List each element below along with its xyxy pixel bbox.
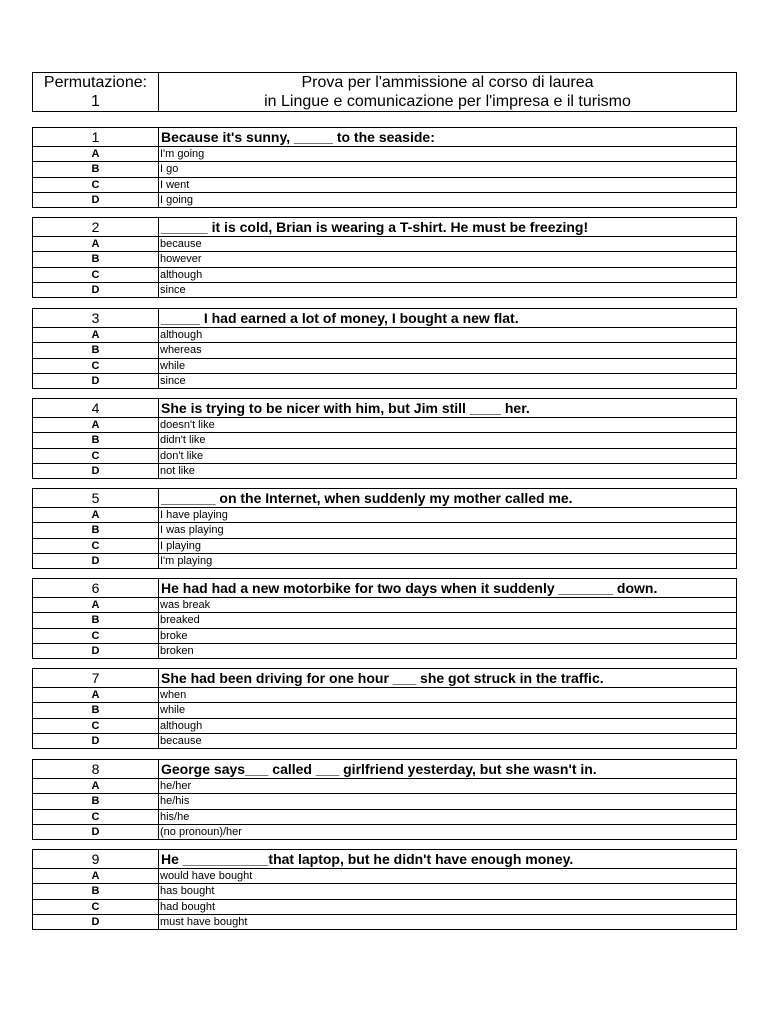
exam-header — [32, 72, 737, 112]
option-letter: D — [33, 734, 159, 748]
answer-option — [33, 915, 736, 929]
permutation-value: 1 — [91, 93, 100, 110]
answer-option — [33, 252, 736, 267]
answer-option — [33, 539, 736, 554]
option-letter: B — [33, 162, 159, 176]
question-text: She had been driving for one hour ___ she got struck in the traffic. — [161, 670, 604, 686]
option-text: (no pronoun)/her — [160, 825, 242, 838]
question-row — [33, 489, 736, 508]
option-text: since — [160, 374, 186, 387]
answer-option — [33, 523, 736, 538]
question-row — [33, 128, 736, 147]
answer-option — [33, 629, 736, 644]
option-letter: C — [33, 719, 159, 733]
answer-option — [33, 283, 736, 297]
exam-title-line1: Prova per l'ammissione al corso di laurea — [301, 74, 594, 91]
option-text: because — [160, 734, 202, 747]
option-text: broke — [160, 629, 188, 642]
question-row — [33, 309, 736, 328]
question-block — [32, 398, 737, 479]
answer-option — [33, 779, 736, 794]
answer-option — [33, 554, 736, 568]
question-block — [32, 668, 737, 749]
option-text: his/he — [160, 810, 190, 823]
question-row — [33, 218, 736, 237]
question-row — [33, 579, 736, 598]
option-letter: C — [33, 539, 159, 553]
answer-option — [33, 464, 736, 478]
option-letter: D — [33, 464, 159, 478]
option-letter: A — [33, 869, 159, 883]
answer-option — [33, 719, 736, 734]
question-row — [33, 850, 736, 869]
option-text: breaked — [160, 614, 200, 627]
question-number: 3 — [33, 309, 159, 327]
answer-option — [33, 433, 736, 448]
option-letter: B — [33, 523, 159, 537]
option-text: I going — [160, 193, 194, 206]
option-text: I have playing — [160, 509, 228, 521]
option-letter: A — [33, 237, 159, 251]
answer-option — [33, 598, 736, 613]
option-letter: D — [33, 644, 159, 658]
option-text: doesn't like — [160, 419, 215, 431]
option-letter: A — [33, 508, 159, 522]
question-block — [32, 308, 737, 389]
option-text: I went — [160, 178, 190, 191]
option-letter: C — [33, 449, 159, 463]
question-number: 2 — [33, 218, 159, 236]
option-text: although — [160, 329, 203, 341]
option-letter: B — [33, 703, 159, 717]
option-text: must have bought — [160, 915, 248, 928]
question-number: 7 — [33, 669, 159, 687]
question-text: He ___________that laptop, but he didn't have enough money. — [161, 851, 574, 867]
option-letter: A — [33, 688, 159, 702]
question-block — [32, 127, 737, 208]
exam-title — [159, 73, 736, 111]
answer-option — [33, 418, 736, 433]
question-number: 8 — [33, 760, 159, 778]
option-letter: A — [33, 418, 159, 432]
option-letter: C — [33, 359, 159, 373]
option-text: would have bought — [160, 870, 253, 882]
answer-option — [33, 359, 736, 374]
option-text: while — [160, 704, 186, 717]
option-text: while — [160, 359, 186, 372]
question-block — [32, 759, 737, 840]
answer-option — [33, 268, 736, 283]
answer-option — [33, 688, 736, 703]
option-letter: B — [33, 433, 159, 447]
question-block — [32, 578, 737, 659]
option-letter: C — [33, 178, 159, 192]
option-text: although — [160, 719, 203, 732]
option-letter: D — [33, 825, 159, 839]
answer-option — [33, 374, 736, 388]
answer-option — [33, 869, 736, 884]
answer-option — [33, 237, 736, 252]
option-letter: D — [33, 915, 159, 929]
answer-option — [33, 449, 736, 464]
option-text: he/her — [160, 780, 192, 792]
question-number: 4 — [33, 399, 159, 417]
answer-option — [33, 884, 736, 899]
option-text: since — [160, 283, 186, 296]
question-text: She is trying to be nicer with him, but Jim still ____ her. — [161, 400, 530, 416]
option-letter: A — [33, 779, 159, 793]
question-row — [33, 669, 736, 688]
answer-option — [33, 193, 736, 207]
option-letter: C — [33, 810, 159, 824]
option-text: broken — [160, 644, 194, 657]
question-number: 5 — [33, 489, 159, 507]
question-number: 9 — [33, 850, 159, 868]
answer-option — [33, 734, 736, 748]
option-text: I was playing — [160, 524, 224, 537]
option-text: I playing — [160, 539, 201, 552]
question-text: George says___ called ___ girlfriend yesterday, but she wasn't in. — [161, 761, 597, 777]
option-letter: D — [33, 193, 159, 207]
question-block — [32, 849, 737, 930]
option-letter: B — [33, 613, 159, 627]
exam-title-line2: in Lingue e comunicazione per l'impresa e il turismo — [264, 93, 631, 110]
option-letter: D — [33, 283, 159, 297]
answer-option — [33, 810, 736, 825]
option-letter: C — [33, 900, 159, 914]
question-text: _______ on the Internet, when suddenly my mother called me. — [161, 490, 573, 506]
option-text: has bought — [160, 885, 215, 898]
question-number: 6 — [33, 579, 159, 597]
option-text: didn't like — [160, 434, 206, 447]
option-text: I'm playing — [160, 554, 213, 567]
option-letter: B — [33, 343, 159, 357]
answer-option — [33, 162, 736, 177]
option-letter: A — [33, 328, 159, 342]
option-text: I'm going — [160, 148, 205, 160]
option-text: because — [160, 238, 202, 250]
option-text: when — [160, 689, 187, 701]
answer-option — [33, 613, 736, 628]
option-text: not like — [160, 464, 195, 477]
answer-option — [33, 147, 736, 162]
option-text: was break — [160, 599, 211, 611]
answer-option — [33, 825, 736, 839]
question-text: He had had a new motorbike for two days when it suddenly _______ down. — [161, 580, 658, 596]
option-text: he/his — [160, 795, 190, 808]
option-letter: D — [33, 554, 159, 568]
answer-option — [33, 508, 736, 523]
option-text: I go — [160, 163, 179, 176]
answer-option — [33, 900, 736, 915]
option-text: although — [160, 268, 203, 281]
option-letter: D — [33, 374, 159, 388]
option-text: had bought — [160, 900, 216, 913]
option-letter: B — [33, 252, 159, 266]
option-letter: B — [33, 884, 159, 898]
option-text: whereas — [160, 344, 202, 357]
answer-option — [33, 178, 736, 193]
answer-option — [33, 703, 736, 718]
question-block — [32, 488, 737, 569]
question-row — [33, 399, 736, 418]
permutation-label: Permutazione: — [43, 74, 148, 91]
question-row — [33, 760, 736, 779]
answer-option — [33, 794, 736, 809]
question-text: ______ it is cold, Brian is wearing a T-shirt. He must be freezing! — [161, 219, 589, 235]
option-text: however — [160, 253, 202, 266]
option-letter: C — [33, 629, 159, 643]
answer-option — [33, 328, 736, 343]
option-letter: A — [33, 598, 159, 612]
permutation-cell — [33, 73, 159, 111]
question-text: Because it's sunny, _____ to the seaside: — [161, 129, 435, 145]
option-text: don't like — [160, 449, 204, 462]
answer-option — [33, 644, 736, 658]
question-text: _____ I had earned a lot of money, I bought a new flat. — [161, 310, 519, 326]
option-letter: C — [33, 268, 159, 282]
question-block — [32, 217, 737, 298]
answer-option — [33, 343, 736, 358]
question-number: 1 — [33, 128, 159, 146]
option-letter: A — [33, 147, 159, 161]
option-letter: B — [33, 794, 159, 808]
